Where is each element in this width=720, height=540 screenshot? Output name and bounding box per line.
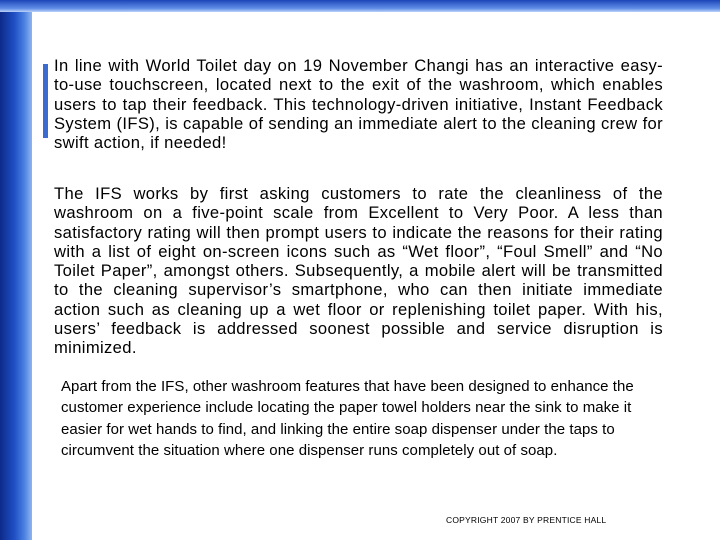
paragraph-other-features: Apart from the IFS, other washroom features that have been designed to enhance the customer experience include locating the paper towel holders near the sink to make it easier for wet hands to find, and linking the entire soap dispenser under the taps to circumvent the situation where one dispenser runs completely out of soap. (61, 378, 634, 460)
left-decorative-band (0, 0, 32, 540)
copyright-notice: COPYRIGHT 2007 BY PRENTICE HALL (446, 515, 607, 525)
paragraph-intro: In line with World Toilet day on 19 November Changi has an interactive easy-to-use touchscreen, located next to the exit of the washroom, which enables users to tap their feedback. This technology-driven initiative, Instant Feedback System (IFS), is capable of sending an immediate alert to the cleaning crew for swift action, if needed! (54, 56, 663, 153)
accent-bar (43, 64, 48, 138)
paragraph-ifs-process: The IFS works by first asking customers to rate the cleanliness of the washroom on a five-point scale from Excellent to Very Poor. A less than satisfactory rating will then prompt users to indicate the reasons for their rating with a list of eight on-screen icons such as “Wet floor”, “Foul Smell” and “No Toilet Paper”, amongst others. Subsequently, a mobile alert will be transmitted to the cleaning supervisor’s smartphone, who can then initiate immediate action such as cleaning up a wet floor or replenishing toilet paper. With his, users’ feedback is addressed soonest possible and service disruption is minimized. (54, 184, 663, 358)
top-decorative-band (0, 0, 720, 12)
